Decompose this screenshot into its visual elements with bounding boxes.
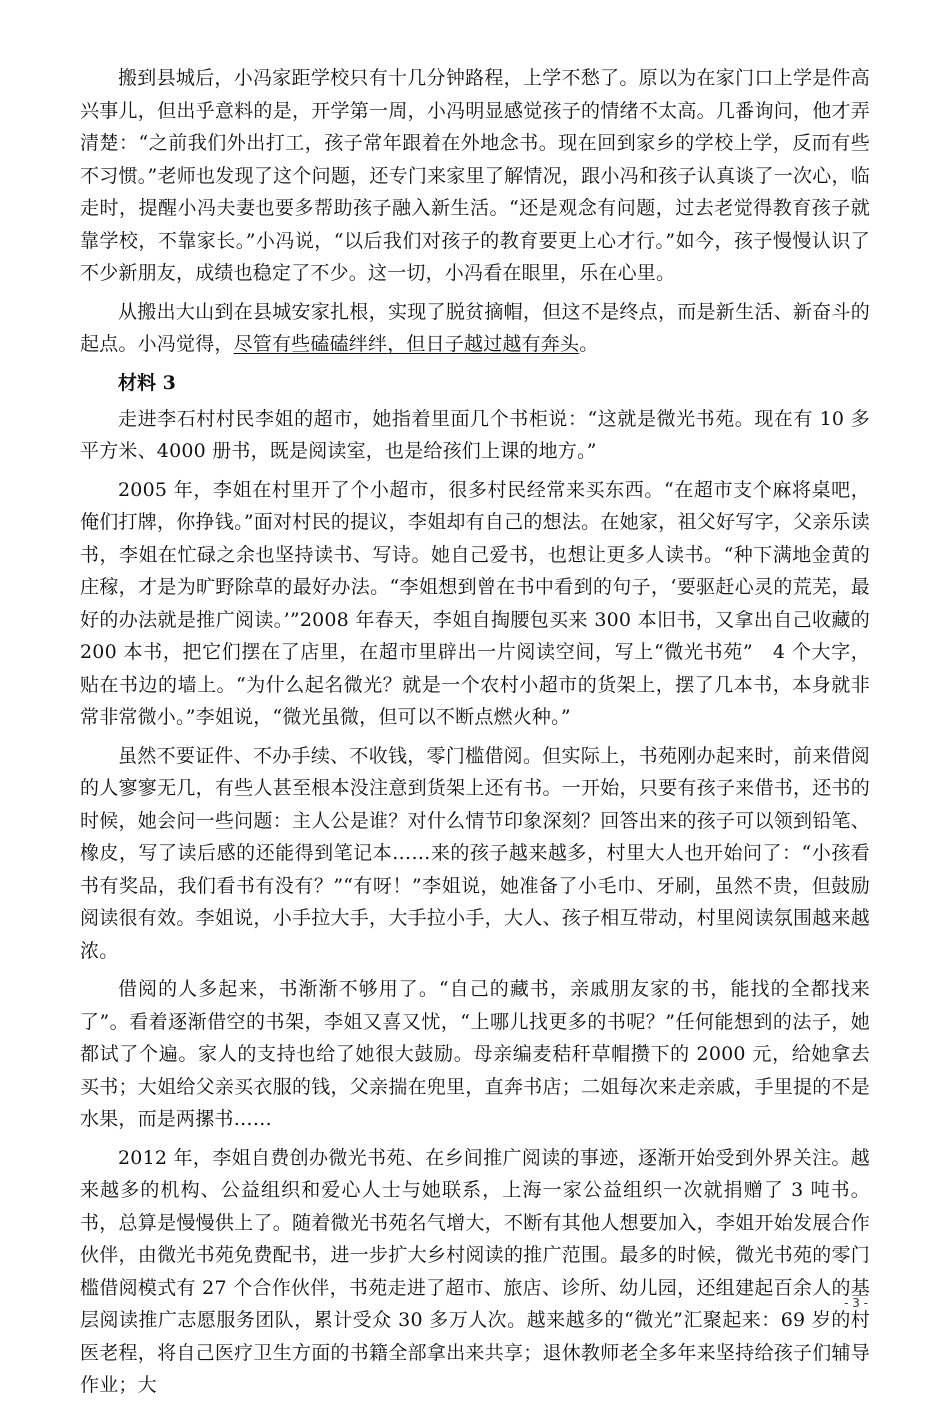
paragraph-bookstore-intro: 走进李石村村民李姐的超市，她指着里面几个书柜说：“这就是微光书苑。现在有 10 多平方米、4000 册书，既是阅读室，也是给孩们上课的地方。” bbox=[80, 407, 870, 462]
document-page bbox=[80, 62, 870, 1408]
paragraph-relocation: 搬到县城后，小冯家距学校只有十几分钟路程，上学不愁了。原以为在家门口上学是件高兴事儿，但出乎意料的是，开学第一周，小冯明显感觉孩子的情绪不太高。几番询问，他才弄清楚：“之前我们外出打工，孩子常年跟着在外地念书。现在回到家乡的学校上学，反而有些不习惯。”老师也发现了这个问题，还专门来家里了解情况，跟小冯和孩子认真谈了一次心，临走时，提醒小冯夫妻也要多帮助孩子融入新生活。“还是观念有问题，过去老觉得教育孩子就靠学校，不靠家长。”小冯说，“以后我们对孩子的教育要更上心才行。”如今，孩子慢慢认识了不少新朋友，成绩也稳定了不少。这一切，小冯看在眼里，乐在心里。 bbox=[80, 67, 870, 284]
section-heading-material-3: 材料 3 bbox=[118, 371, 176, 394]
paragraph-new-start-end: 。 bbox=[579, 333, 599, 355]
paragraph-new-start-text: 从搬出大山到在县城安家扎根，实现了脱贫摘帽，但这不是终点，而是新生活、新奋斗的起点。小冯觉得， bbox=[80, 300, 870, 355]
paragraph-more-books: 借阅的人多起来，书渐渐不够用了。“自己的藏书，亲戚朋友家的书，能找的全都找来了”。看着逐渐借空的书架，李姐又喜又忧，“上哪儿找更多的书呢？”任何能想到的法子，她都试了个遍。家人的支持也给了她很大鼓励。母亲编麦秸秆草帽攒下的 2000 元，给她拿去买书；大姐给父亲买衣服的钱，父亲揣在兜里，直奔书店；二姐每次来走亲戚，手里提的不是水果，而是两摞书…… bbox=[80, 978, 870, 1130]
paragraph-2012-attention: 2012 年，李姐自费创办微光书苑、在乡间推广阅读的事迹，逐渐开始受到外界关注。越来越多的机构、公益组织和爱心人士与她联系，上海一家公益组织一次就捐赠了 3 吨书。书，总算是慢慢供上了。随着微光书苑名气增大，不断有其他人想要加入，李姐开始发展合作伙伴，由微光书苑免费配书，进一步扩大乡村阅读的推广范围。最多的时候，微光书苑的零门槛借阅模式有 27 个合作伙伴，书苑走进了超市、旅店、诊所、幼儿园，还组建起百余人的基层阅读推广志愿服务团队，累计受众 30 多万人次。越来越多的“微光”汇聚起来：69 岁的村医老程，将自己医疗卫生方面的书籍全部拿出来共享；退休教师老全多年来坚持给孩子们辅导作业；大 bbox=[80, 1146, 870, 1396]
paragraph-2005-supermarket: 2005 年，李姐在村里开了个小超市，很多村民经常来买东西。“在超市支个麻将桌吧，俺们打牌，你挣钱。”面对村民的提议，李姐却有自己的想法。在她家，祖父好写字，父亲乐读书，李姐在忙碌之余也坚持读书、写诗。她自己爱书，也想让更多人读书。“种下满地金黄的庄稼，才是为旷野除草的最好办法。“李姐想到曾在书中看到的句子，‘要驱赶心灵的荒芜，最好的办法就是推广阅读。’”2008 年春天，李姐自掏腰包买来 300 本旧书，又拿出自己收藏的 200 本书，把它们摆在了店里，在超市里辟出一片阅读空间，写上“微光书苑” 4 个大字，贴在书边的墙上。“为什么起名微光？就是一个农村小超市的货架上，摆了几本书，本身就非常非常微小。”李姐说，“微光虽微，但可以不断点燃火种。” bbox=[80, 478, 870, 728]
paragraph-zero-threshold: 虽然不要证件、不办手续、不收钱，零门槛借阅。但实际上，书苑刚办起来时，前来借阅的人寥寥无几，有些人甚至根本没注意到货架上还有书。一开始，只要有孩子来借书，还书的时候，她会问一些问题：主人公是谁？对什么情节印象深刻？回答出来的孩子可以领到铅笔、橡皮，写了读后感的还能得到笔记本……来的孩子越来越多，村里大人也开始问了：“小孩看书有奖品，我们看书有没有？”“有呀！”李姐说，她准备了小毛巾、牙刷，虽然不贵，但鼓励阅读很有效。李姐说，小手拉大手，大手拉小手，大人、孩子相互带动，村里阅读氛围越来越浓。 bbox=[80, 744, 870, 962]
page-number: - 3 - bbox=[844, 1296, 868, 1310]
underlined-sentence: 尽管有些磕磕绊绊，但日子越过越有奔头 bbox=[233, 333, 580, 355]
paragraph-new-start bbox=[80, 296, 870, 361]
